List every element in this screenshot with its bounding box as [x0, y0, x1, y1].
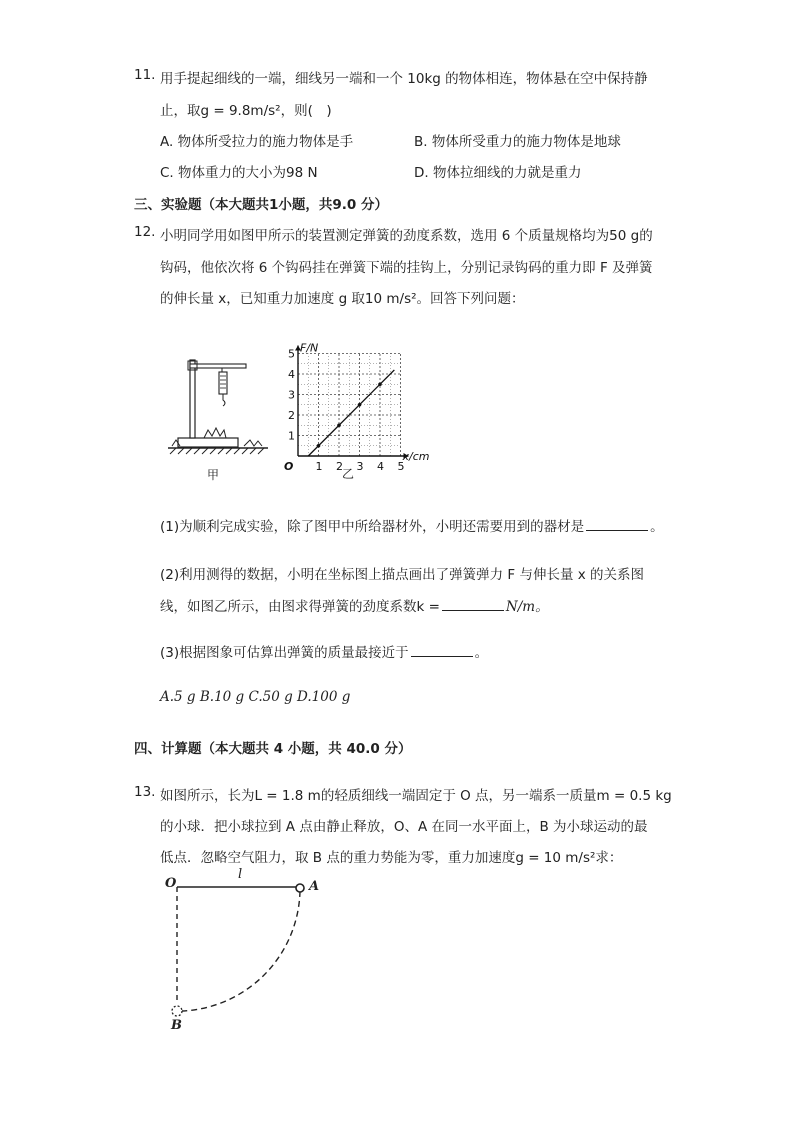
q13-text-line3: 低点．忽略空气阻力，取 B 点的重力势能为零，重力加速度g = 10 m/s²求：	[160, 850, 623, 866]
y-tick-label: 4	[288, 368, 295, 381]
ball-at-b	[172, 1006, 182, 1016]
q12-sub1	[160, 515, 664, 535]
q12-text-line2: 钩码，他依次将 6 个钩码挂在弹簧下端的挂钩上，分别记录钩码的重力即 F 及弹簧	[160, 260, 653, 276]
q13-pendulum-diagram	[160, 872, 330, 1042]
q12-sub1-end: 。	[650, 519, 664, 535]
q13-text-line1: 如图所示，长为L = 1.8 m的轻质细线一端固定于 O 点，另一端系一质量m = 0.5 kg	[160, 788, 672, 804]
y-tick-label: 3	[288, 388, 295, 402]
y-tick-label: 2	[288, 409, 295, 422]
q12-sub2-line2	[160, 595, 549, 615]
q12-sub3-end: 。	[474, 645, 489, 661]
trajectory-arc	[182, 891, 300, 1011]
q12-text-line1: 小明同学用如图甲所示的装置测定弹簧的劲度系数，选用 6 个质量规格均为50 g的	[160, 228, 653, 244]
q12-sub3-options: A.5 g B.10 g C.50 g D.100 g	[160, 689, 351, 705]
figure-yi-chart	[278, 334, 438, 474]
data-point	[337, 423, 341, 427]
y-axis-label: F/N	[300, 341, 319, 355]
q12-sub3	[160, 641, 488, 661]
section4-title: 四、计算题（本大题共 4 小题，共 40.0 分）	[134, 741, 412, 757]
x-tick-label: 1	[315, 460, 323, 473]
q11-text-line1: 用手提起细线的一端，细线另一端和一个 10kg 的物体相连，物体悬在空中保持静	[160, 71, 648, 87]
q11-text-line2: 止，取g = 9.8m/s²，则( )	[160, 103, 332, 119]
pendulum-label-a: A	[309, 879, 320, 894]
q13-number: 13.	[134, 784, 156, 800]
data-point	[358, 403, 362, 407]
ball-at-a	[296, 884, 304, 892]
q12-text-line3: 的伸长量 x，已知重力加速度 g 取10 m/s²。回答下列问题：	[160, 291, 525, 307]
q11-number: 11.	[134, 67, 156, 83]
q11-option-d: D. 物体拉细线的力就是重力	[414, 165, 582, 181]
pendulum-label-o: O	[165, 876, 177, 891]
figure-yi-label: 乙	[342, 467, 355, 481]
series-line	[308, 370, 394, 456]
q12-number: 12.	[134, 224, 156, 240]
q12-sub3-text: (3)根据图象可估算出弹簧的质量最接近于	[160, 645, 409, 661]
y-tick-label: 1	[288, 429, 295, 443]
q12-sub2-unit: N/m。	[505, 599, 549, 615]
q12-sub3-blank[interactable]	[411, 643, 473, 657]
q12-sub2-text: 线，如图乙所示，由图求得弹簧的劲度系数k =	[160, 599, 440, 615]
figure-jia-apparatus	[164, 350, 274, 465]
q12-sub1-blank[interactable]	[586, 517, 648, 531]
q12-sub1-text: (1)为顺利完成实验，除了图甲中所给器材外，小明还需要用到的器材是	[160, 519, 585, 535]
x-tick-label: 4	[377, 460, 384, 473]
x-tick-label: 5	[397, 460, 405, 473]
x-tick-label: 2	[336, 460, 343, 473]
origin-label: O	[284, 460, 294, 473]
q11-option-b: B. 物体所受重力的施力物体是地球	[414, 134, 621, 150]
q12-sub2-line1: (2)利用测得的数据，小明在坐标图上描点画出了弹簧弹力 F 与伸长量 x 的关系图	[160, 567, 645, 583]
data-point	[317, 444, 321, 448]
figure-jia-label: 甲	[207, 468, 220, 482]
q11-option-a: A. 物体所受拉力的施力物体是手	[160, 134, 354, 150]
q13-text-line2: 的小球．把小球拉到 A 点由静止释放，O、A 在同一水平面上，B 为小球运动的最	[160, 819, 648, 835]
q11-option-c: C. 物体重力的大小为98 N	[160, 165, 318, 181]
section3-title: 三、实验题（本大题共1小题，共9.0 分）	[134, 197, 389, 213]
q12-sub2-blank[interactable]	[442, 597, 504, 611]
data-point	[378, 382, 382, 386]
x-tick-label: 3	[356, 460, 364, 473]
x-axis-label: x/cm	[402, 450, 430, 463]
pendulum-label-l: l	[238, 867, 243, 882]
y-tick-label: 5	[288, 347, 295, 361]
pendulum-label-b: B	[171, 1018, 182, 1033]
